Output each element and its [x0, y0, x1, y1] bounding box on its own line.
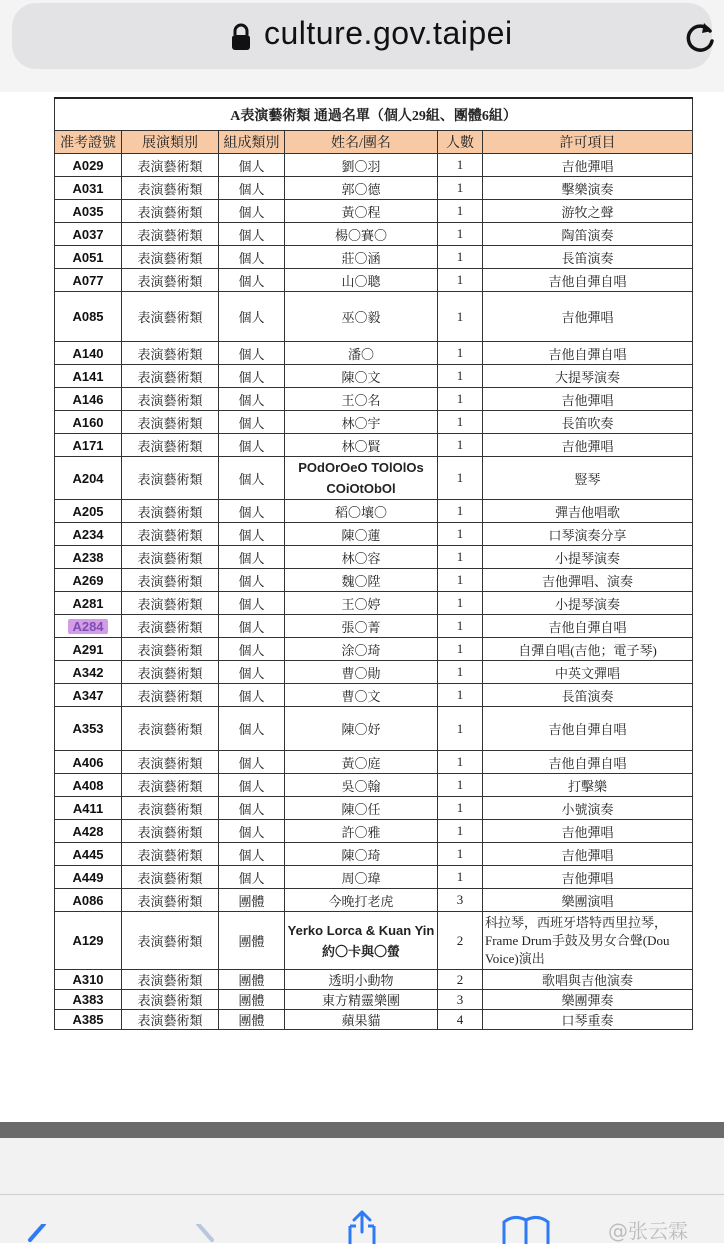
- count-cell: 1: [438, 500, 483, 523]
- name-cell: 劉〇羽: [285, 154, 438, 177]
- group-type-cell: 個人: [219, 546, 285, 569]
- item-cell: 樂團彈奏: [483, 990, 693, 1010]
- table-row: [55, 200, 693, 223]
- item-cell: 陶笛演奏: [483, 223, 693, 246]
- highlighted-exam-id: A284: [68, 619, 107, 634]
- group-type-cell: 個人: [219, 457, 285, 500]
- group-type-cell: 個人: [219, 774, 285, 797]
- group-type-cell: 團體: [219, 889, 285, 912]
- weibo-watermark: @张云霖: [608, 1219, 688, 1243]
- name-cell: 林〇容: [285, 546, 438, 569]
- item-cell: 吉他彈唱: [483, 434, 693, 457]
- exam-id-cell: [55, 615, 122, 638]
- table-title: A表演藝術類 通過名單（個人29組、團體6組）: [55, 98, 693, 131]
- name-cell: 陳〇任: [285, 797, 438, 820]
- name-cell: 山〇聰: [285, 269, 438, 292]
- table-row: [55, 820, 693, 843]
- table-row: [55, 684, 693, 707]
- group-type-cell: 個人: [219, 154, 285, 177]
- group-type-cell: 個人: [219, 523, 285, 546]
- exam-id-cell: A281: [55, 592, 122, 615]
- table-row: [55, 546, 693, 569]
- group-type-cell: 團體: [219, 970, 285, 990]
- count-cell: 1: [438, 751, 483, 774]
- count-cell: 4: [438, 1010, 483, 1030]
- name-cell: 周〇瑋: [285, 866, 438, 889]
- count-cell: 1: [438, 223, 483, 246]
- table-row: [55, 411, 693, 434]
- name-cell: 黃〇程: [285, 200, 438, 223]
- item-cell: 口琴重奏: [483, 1010, 693, 1030]
- category-cell: 表演藝術類: [122, 269, 219, 292]
- name-cell: Yerko Lorca & Kuan Yin 約〇卡與〇螢: [285, 912, 438, 970]
- name-cell: 楊〇賽〇: [285, 223, 438, 246]
- category-cell: 表演藝術類: [122, 546, 219, 569]
- item-cell: 吉他彈唱: [483, 388, 693, 411]
- category-cell: 表演藝術類: [122, 751, 219, 774]
- category-cell: 表演藝術類: [122, 434, 219, 457]
- name-cell: 透明小動物: [285, 970, 438, 990]
- table-row: [55, 523, 693, 546]
- category-cell: 表演藝術類: [122, 866, 219, 889]
- count-cell: 1: [438, 569, 483, 592]
- item-cell: 長笛演奏: [483, 246, 693, 269]
- count-cell: 1: [438, 523, 483, 546]
- group-type-cell: 個人: [219, 843, 285, 866]
- count-cell: 1: [438, 200, 483, 223]
- name-cell: 陳〇妤: [285, 707, 438, 751]
- count-cell: 1: [438, 592, 483, 615]
- exam-id-cell: A428: [55, 820, 122, 843]
- item-cell: 中英文彈唱: [483, 661, 693, 684]
- name-cell: 今晚打老虎: [285, 889, 438, 912]
- item-cell: 樂團演唱: [483, 889, 693, 912]
- category-cell: 表演藝術類: [122, 457, 219, 500]
- table-row: [55, 269, 693, 292]
- category-cell: 表演藝術類: [122, 820, 219, 843]
- name-cell: 林〇賢: [285, 434, 438, 457]
- group-type-cell: 個人: [219, 866, 285, 889]
- item-cell: 口琴演奏分享: [483, 523, 693, 546]
- item-cell: 擊樂演奏: [483, 177, 693, 200]
- exam-id-cell: A234: [55, 523, 122, 546]
- item-cell: 小提琴演奏: [483, 546, 693, 569]
- count-cell: 1: [438, 246, 483, 269]
- item-cell: 游牧之聲: [483, 200, 693, 223]
- category-cell: 表演藝術類: [122, 223, 219, 246]
- table-row: [55, 707, 693, 751]
- category-cell: 表演藝術類: [122, 774, 219, 797]
- count-cell: 1: [438, 457, 483, 500]
- exam-id-cell: A383: [55, 990, 122, 1010]
- reload-icon[interactable]: [682, 19, 718, 55]
- category-cell: 表演藝術類: [122, 970, 219, 990]
- count-cell: 1: [438, 388, 483, 411]
- name-cell: 吳〇翰: [285, 774, 438, 797]
- item-cell: 吉他自彈自唱: [483, 269, 693, 292]
- exam-id-cell: A408: [55, 774, 122, 797]
- exam-id-cell: A205: [55, 500, 122, 523]
- item-cell: 吉他自彈自唱: [483, 751, 693, 774]
- category-cell: 表演藝術類: [122, 292, 219, 342]
- table-row: [55, 342, 693, 365]
- table-row: [55, 990, 693, 1010]
- exam-id-cell: A204: [55, 457, 122, 500]
- category-cell: 表演藝術類: [122, 843, 219, 866]
- group-type-cell: 個人: [219, 615, 285, 638]
- table-row: [55, 866, 693, 889]
- exam-id-cell: A385: [55, 1010, 122, 1030]
- lock-icon: [230, 23, 252, 51]
- table-row: [55, 889, 693, 912]
- name-cell: 陳〇文: [285, 365, 438, 388]
- group-type-cell: 個人: [219, 820, 285, 843]
- table-row: [55, 638, 693, 661]
- group-type-cell: 個人: [219, 684, 285, 707]
- table-row: [55, 388, 693, 411]
- header-item: 許可項目: [483, 131, 693, 154]
- group-type-cell: 個人: [219, 500, 285, 523]
- category-cell: 表演藝術類: [122, 797, 219, 820]
- table-row: [55, 843, 693, 866]
- exam-id-cell: A449: [55, 866, 122, 889]
- header-exam-id: 准考證號: [55, 131, 122, 154]
- category-cell: 表演藝術類: [122, 200, 219, 223]
- count-cell: 1: [438, 866, 483, 889]
- category-cell: 表演藝術類: [122, 889, 219, 912]
- category-cell: 表演藝術類: [122, 1010, 219, 1030]
- name-cell: 涂〇琦: [285, 638, 438, 661]
- header-name: 姓名/團名: [285, 131, 438, 154]
- count-cell: 1: [438, 797, 483, 820]
- table-row: [55, 177, 693, 200]
- group-type-cell: 個人: [219, 177, 285, 200]
- name-cell: 張〇菁: [285, 615, 438, 638]
- count-cell: 1: [438, 177, 483, 200]
- category-cell: 表演藝術類: [122, 638, 219, 661]
- table-row: [55, 246, 693, 269]
- item-cell: 吉他彈唱: [483, 292, 693, 342]
- group-type-cell: 個人: [219, 411, 285, 434]
- table-row: [55, 292, 693, 342]
- category-cell: 表演藝術類: [122, 342, 219, 365]
- name-cell: 曹〇文: [285, 684, 438, 707]
- item-cell: 自彈自唱(吉他；電子琴): [483, 638, 693, 661]
- exam-id-cell: A051: [55, 246, 122, 269]
- name-cell: 陳〇琦: [285, 843, 438, 866]
- category-cell: 表演藝術類: [122, 912, 219, 970]
- name-cell: 陳〇蓮: [285, 523, 438, 546]
- count-cell: 1: [438, 546, 483, 569]
- group-type-cell: 個人: [219, 592, 285, 615]
- exam-id-cell: A411: [55, 797, 122, 820]
- name-cell: 莊〇涵: [285, 246, 438, 269]
- item-cell: 小提琴演奏: [483, 592, 693, 615]
- share-icon[interactable]: [344, 1210, 380, 1244]
- exam-id-cell: A406: [55, 751, 122, 774]
- category-cell: 表演藝術類: [122, 246, 219, 269]
- name-cell: POdOrOeO TOlOlOs COiOtObOl: [285, 457, 438, 500]
- forward-icon[interactable]: [190, 1224, 220, 1244]
- item-cell: 打擊樂: [483, 774, 693, 797]
- name-cell: 林〇宇: [285, 411, 438, 434]
- item-cell: 大提琴演奏: [483, 365, 693, 388]
- count-cell: 1: [438, 342, 483, 365]
- exam-id-cell: A342: [55, 661, 122, 684]
- group-type-cell: 個人: [219, 365, 285, 388]
- exam-id-cell: A146: [55, 388, 122, 411]
- group-type-cell: 個人: [219, 638, 285, 661]
- name-cell: 曹〇勛: [285, 661, 438, 684]
- item-cell: 長笛吹奏: [483, 411, 693, 434]
- name-cell: 王〇名: [285, 388, 438, 411]
- category-cell: 表演藝術類: [122, 569, 219, 592]
- group-type-cell: 個人: [219, 569, 285, 592]
- count-cell: 3: [438, 889, 483, 912]
- group-type-cell: 個人: [219, 797, 285, 820]
- back-icon[interactable]: [22, 1224, 52, 1244]
- table-row: [55, 434, 693, 457]
- header-count: 人數: [438, 131, 483, 154]
- group-type-cell: 個人: [219, 200, 285, 223]
- group-type-cell: 個人: [219, 661, 285, 684]
- group-type-cell: 個人: [219, 434, 285, 457]
- count-cell: 1: [438, 292, 483, 342]
- exam-id-cell: A445: [55, 843, 122, 866]
- address-bar[interactable]: [12, 3, 712, 69]
- exam-id-cell: A086: [55, 889, 122, 912]
- count-cell: 1: [438, 638, 483, 661]
- exam-id-cell: A031: [55, 177, 122, 200]
- category-cell: 表演藝術類: [122, 707, 219, 751]
- table-header-row: [55, 131, 693, 154]
- category-cell: 表演藝術類: [122, 388, 219, 411]
- name-cell: 郭〇德: [285, 177, 438, 200]
- group-type-cell: 團體: [219, 1010, 285, 1030]
- header-group-type: 組成類別: [219, 131, 285, 154]
- item-cell: 長笛演奏: [483, 684, 693, 707]
- group-type-cell: 個人: [219, 342, 285, 365]
- count-cell: 1: [438, 707, 483, 751]
- exam-id-cell: A269: [55, 569, 122, 592]
- name-cell: 黃〇庭: [285, 751, 438, 774]
- group-type-cell: 團體: [219, 990, 285, 1010]
- item-cell: 吉他彈唱: [483, 866, 693, 889]
- table-row: [55, 615, 693, 638]
- exam-id-cell: A129: [55, 912, 122, 970]
- category-cell: 表演藝術類: [122, 615, 219, 638]
- item-cell: 歌唱與吉他演奏: [483, 970, 693, 990]
- exam-id-cell: A291: [55, 638, 122, 661]
- count-cell: 1: [438, 661, 483, 684]
- exam-id-cell: A160: [55, 411, 122, 434]
- item-cell: 科拉琴，西班牙塔特西里拉琴，Frame Drum手鼓及男女合聲(Dou Voice)演出: [483, 912, 693, 970]
- name-cell: 巫〇毅: [285, 292, 438, 342]
- item-cell: 吉他彈唱: [483, 820, 693, 843]
- count-cell: 1: [438, 411, 483, 434]
- exam-id-cell: A085: [55, 292, 122, 342]
- item-cell: 吉他彈唱: [483, 154, 693, 177]
- count-cell: 2: [438, 970, 483, 990]
- item-cell: 彈吉他唱歌: [483, 500, 693, 523]
- table-row: [55, 154, 693, 177]
- category-cell: 表演藝術類: [122, 177, 219, 200]
- exam-id-cell: A077: [55, 269, 122, 292]
- category-cell: 表演藝術類: [122, 990, 219, 1010]
- category-cell: 表演藝術類: [122, 523, 219, 546]
- url-text[interactable]: culture.gov.taipei: [264, 15, 513, 51]
- count-cell: 3: [438, 990, 483, 1010]
- table-row: [55, 592, 693, 615]
- table-row: [55, 661, 693, 684]
- count-cell: 1: [438, 154, 483, 177]
- name-cell: 潘〇: [285, 342, 438, 365]
- group-type-cell: 個人: [219, 751, 285, 774]
- exam-id-cell: A238: [55, 546, 122, 569]
- table-row: [55, 569, 693, 592]
- exam-id-cell: A035: [55, 200, 122, 223]
- count-cell: 1: [438, 434, 483, 457]
- count-cell: 1: [438, 365, 483, 388]
- exam-id-cell: A310: [55, 970, 122, 990]
- name-cell: 魏〇陞: [285, 569, 438, 592]
- item-cell: 小號演奏: [483, 797, 693, 820]
- table-row: [55, 912, 693, 970]
- table-row: [55, 223, 693, 246]
- page-divider: [0, 1122, 724, 1138]
- exam-id-cell: A140: [55, 342, 122, 365]
- exam-id-cell: A037: [55, 223, 122, 246]
- table-row: [55, 500, 693, 523]
- count-cell: 1: [438, 269, 483, 292]
- group-type-cell: 個人: [219, 246, 285, 269]
- count-cell: 2: [438, 912, 483, 970]
- group-type-cell: 個人: [219, 269, 285, 292]
- item-cell: 豎琴: [483, 457, 693, 500]
- category-cell: 表演藝術類: [122, 592, 219, 615]
- table-row: [55, 797, 693, 820]
- item-cell: 吉他彈唱: [483, 843, 693, 866]
- group-type-cell: 個人: [219, 223, 285, 246]
- table-row: [55, 970, 693, 990]
- table-row: [55, 457, 693, 500]
- item-cell: 吉他彈唱、演奏: [483, 569, 693, 592]
- exam-id-cell: A353: [55, 707, 122, 751]
- group-type-cell: 個人: [219, 707, 285, 751]
- header-category: 展演類別: [122, 131, 219, 154]
- group-type-cell: 個人: [219, 292, 285, 342]
- group-type-cell: 團體: [219, 912, 285, 970]
- table-row: [55, 365, 693, 388]
- item-cell: 吉他自彈自唱: [483, 615, 693, 638]
- count-cell: 1: [438, 615, 483, 638]
- exam-id-cell: A347: [55, 684, 122, 707]
- name-cell: 稻〇壤〇: [285, 500, 438, 523]
- exam-id-cell: A029: [55, 154, 122, 177]
- category-cell: 表演藝術類: [122, 684, 219, 707]
- category-cell: 表演藝術類: [122, 154, 219, 177]
- category-cell: 表演藝術類: [122, 500, 219, 523]
- count-cell: 1: [438, 843, 483, 866]
- exam-id-cell: A141: [55, 365, 122, 388]
- count-cell: 1: [438, 684, 483, 707]
- name-cell: 蘋果貓: [285, 1010, 438, 1030]
- category-cell: 表演藝術類: [122, 365, 219, 388]
- table-row: [55, 774, 693, 797]
- count-cell: 1: [438, 820, 483, 843]
- category-cell: 表演藝術類: [122, 661, 219, 684]
- item-cell: 吉他自彈自唱: [483, 707, 693, 751]
- name-cell: 王〇婷: [285, 592, 438, 615]
- name-cell: 許〇雅: [285, 820, 438, 843]
- approved-list-table: [54, 97, 693, 1030]
- bookmarks-icon[interactable]: [500, 1214, 552, 1244]
- exam-id-cell: A171: [55, 434, 122, 457]
- table-row: [55, 751, 693, 774]
- name-cell: 東方精靈樂團: [285, 990, 438, 1010]
- table-row: [55, 1010, 693, 1030]
- browser-toolbar: [0, 0, 724, 93]
- group-type-cell: 個人: [219, 388, 285, 411]
- count-cell: 1: [438, 774, 483, 797]
- category-cell: 表演藝術類: [122, 411, 219, 434]
- item-cell: 吉他自彈自唱: [483, 342, 693, 365]
